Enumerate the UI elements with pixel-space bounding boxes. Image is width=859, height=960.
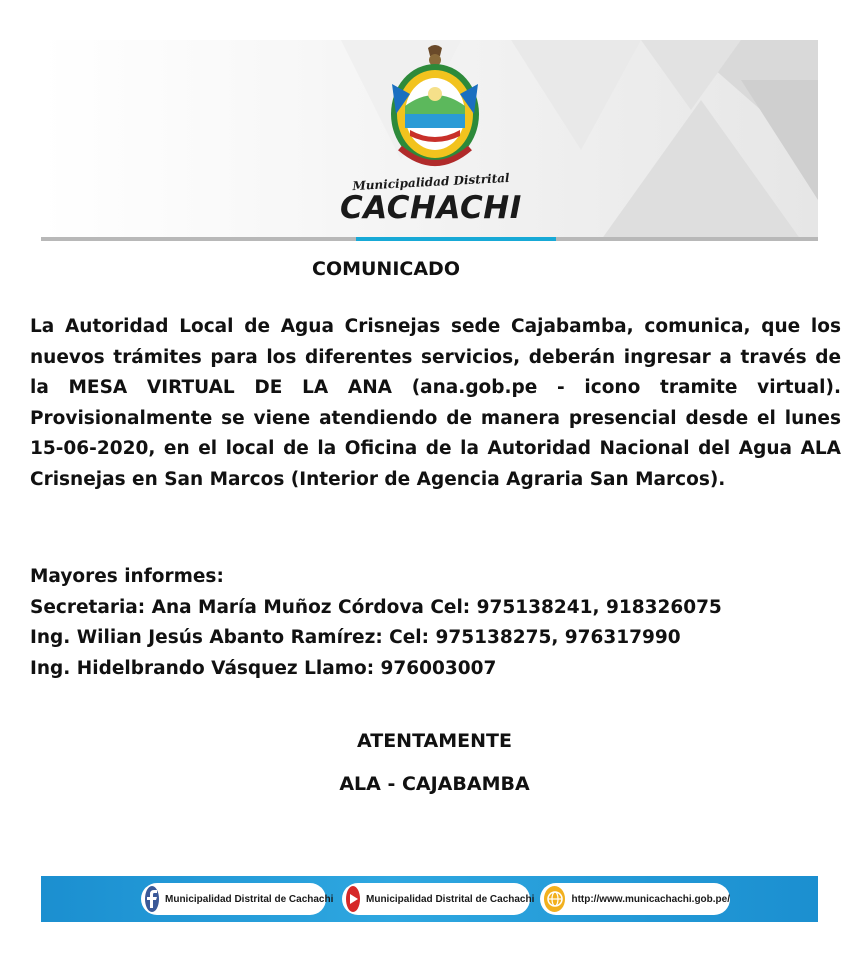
- website-label: http://www.municachachi.gob.pe/: [571, 893, 730, 905]
- contact-engineer-2: Ing. Hidelbrando Vásquez Llamo: 976003007: [30, 657, 497, 679]
- youtube-label: Municipalidad Distrital de Cachachi: [366, 893, 535, 905]
- facebook-label: Municipalidad Distrital de Cachachi: [165, 893, 334, 905]
- contact-secretary: Secretaria: Ana María Muñoz Córdova Cel: 975138241, 918326075: [30, 596, 722, 618]
- closing-salutation: ATENTAMENTE: [357, 730, 512, 752]
- contacts-block: [30, 562, 841, 684]
- youtube-icon: [346, 886, 360, 912]
- globe-icon: [544, 886, 565, 912]
- youtube-link[interactable]: [342, 883, 535, 915]
- header-divider-accent: [356, 237, 556, 241]
- notice-body: La Autoridad Local de Agua Crisnejas sede Cajabamba, comunica, que los nuevos trámites para los diferentes servicios, deberán ingresar a través de la MESA VIRTUAL DE LA ANA (ana.gob.pe - icono tramite virtual). Provisionalmente se viene atendiendo de manera presencial desde el lunes 15-06-2020, en el local de la Oficina de la Autoridad Nacional del Agua ALA Crisnejas en San Marcos (Interior de Agencia Agraria San Marcos).: [30, 316, 841, 490]
- signature: ALA - CAJABAMBA: [339, 773, 530, 795]
- crest-icon: [380, 44, 490, 172]
- website-link[interactable]: [540, 883, 730, 915]
- facebook-icon: [145, 886, 159, 912]
- brand-subtitle: Municipalidad Distrital: [352, 170, 510, 194]
- facebook-link[interactable]: [141, 883, 334, 915]
- contact-engineer-1: Ing. Wilian Jesús Abanto Ramírez: Cel: 975138275, 976317990: [30, 627, 681, 648]
- header-divider: [41, 237, 818, 241]
- brand-title: CACHACHI: [340, 190, 522, 226]
- notice-title: COMUNICADO: [312, 258, 460, 280]
- contacts-heading: Mayores informes:: [30, 566, 224, 587]
